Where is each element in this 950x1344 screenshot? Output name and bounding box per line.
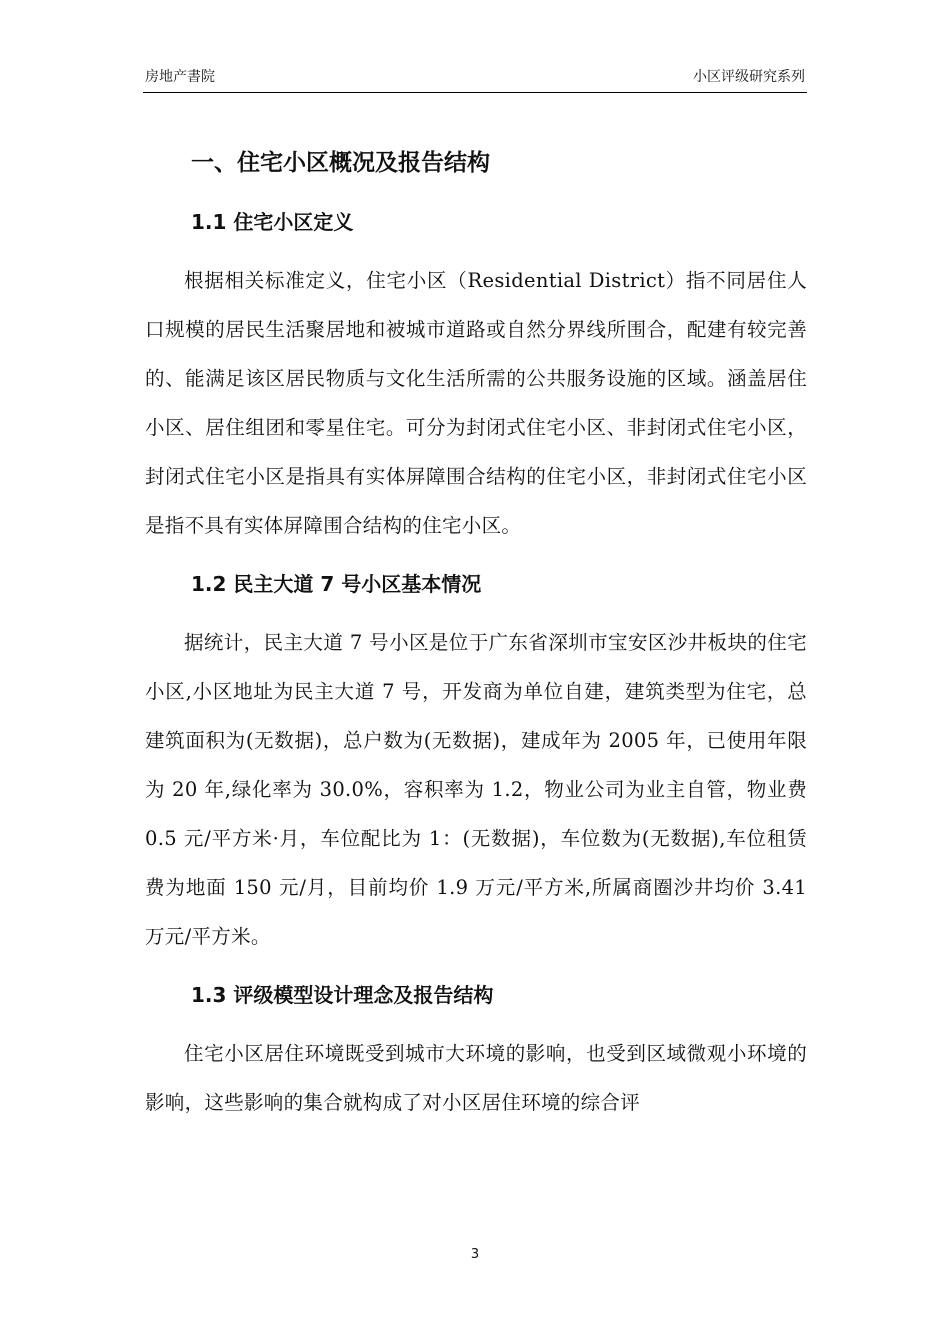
header-series-title: 小区评级研究系列 — [693, 69, 805, 85]
subsection-title-1-2: 1.2 民主大道 7 号小区基本情况 — [191, 572, 482, 596]
paragraph-model-design: 住宅小区居住环境既受到城市大环境的影响，也受到区域微观小环境的影响，这些影响的集合就构成了对小区居住环境的综合评 — [145, 1042, 807, 1114]
document-body — [145, 140, 807, 1141]
paragraph-basic-info: 据统计，民主大道 7 号小区是位于广东省深圳市宝安区沙井板块的住宅小区,小区地址为民主大道 7 号，开发商为单位自建，建筑类型为住宅，总建筑面积为(无数据)，总户数为(无数据)，建成年为 2005 年，已使用年限为 20 年,绿化率为 30.0%，容积率为 1.2，物业公司为业主自管，物业费 0.5 元/平方米·月，车位配比为 1：(无数据)，车位数为(无数据),车位租赁费为地面 150 元/月，目前均价 1.9 万元/平方米,所属商圈沙井均价 3.41 万元/平方米。 — [145, 631, 807, 948]
section-title: 一、住宅小区概况及报告结构 — [191, 150, 490, 176]
header-brand: 房地产書院 — [145, 69, 215, 85]
paragraph-definition: 根据相关标准定义，住宅小区（Residential District）指不同居住人口规模的居民生活聚居地和被城市道路或自然分界线所围合，配建有较完善的、能满足该区居民物质与文化生活所需的公共服务设施的区域。涵盖居住小区、居住组团和零星住宅。可分为封闭式住宅小区、非封闭式住宅小区，封闭式住宅小区是指具有实体屏障围合结构的住宅小区，非封闭式住宅小区是指不具有实体屏障围合结构的住宅小区。 — [145, 269, 807, 537]
subsection-title-1-3: 1.3 评级模型设计理念及报告结构 — [191, 983, 494, 1007]
page-number: 3 — [470, 1247, 480, 1262]
page-header — [143, 62, 807, 93]
subsection-title-1-1: 1.1 住宅小区定义 — [191, 210, 354, 234]
